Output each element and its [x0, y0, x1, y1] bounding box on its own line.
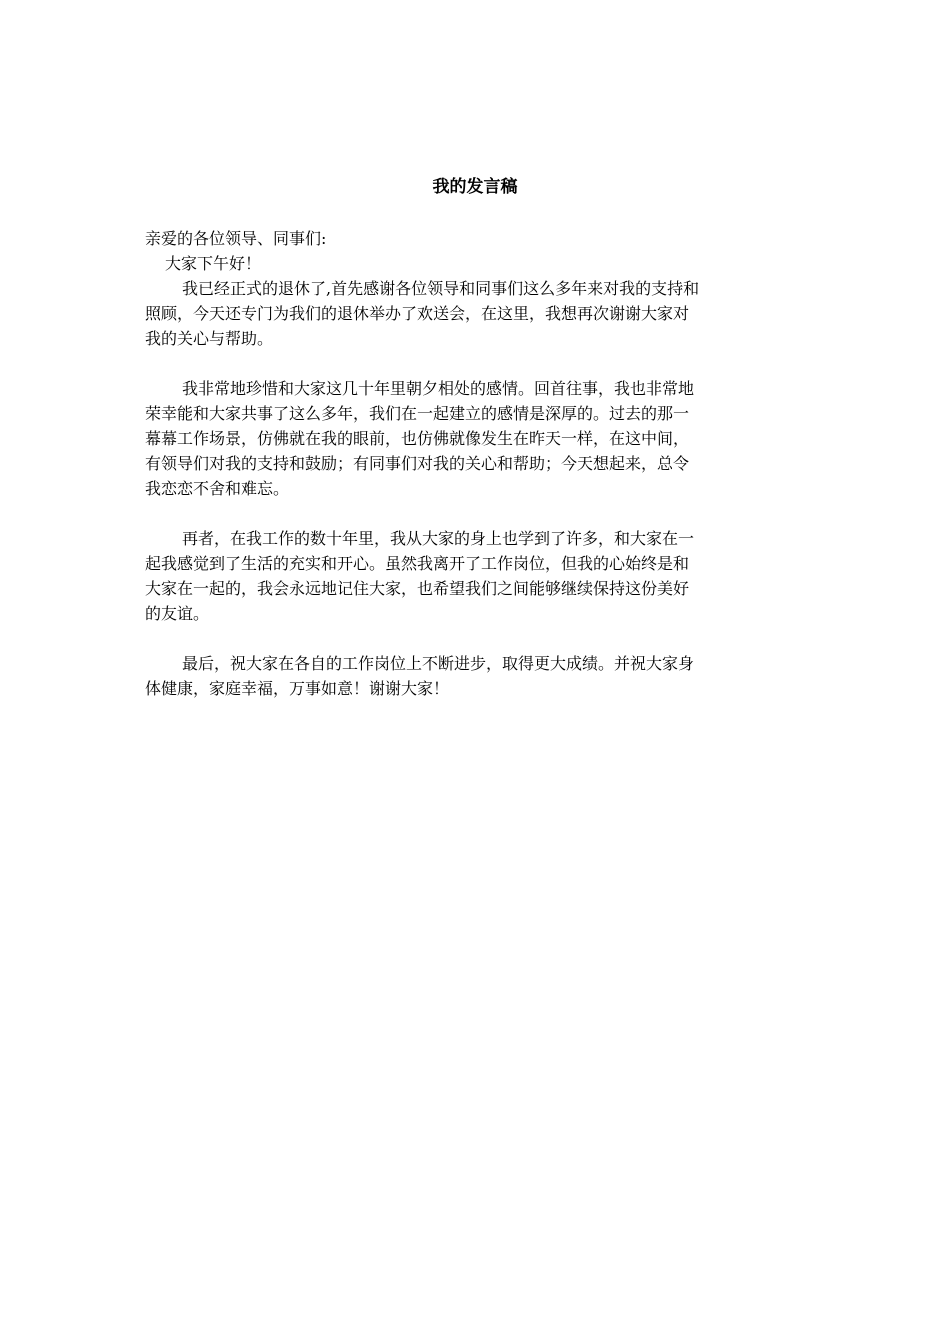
paragraph-line: 大家在一起的，我会永远地记住大家，也希望我们之间能够继续保持这份美好 [145, 579, 690, 598]
paragraph-3 [145, 526, 805, 626]
paragraph-1 [145, 276, 805, 351]
paragraph-spacer [145, 351, 805, 376]
paragraph-line: 我的关心与帮助。 [145, 329, 274, 348]
salutation: 亲爱的各位领导、同事们: [145, 229, 327, 248]
paragraph-line: 的友谊。 [145, 604, 210, 623]
paragraph-line: 再者，在我工作的数十年里，我从大家的身上也学到了许多，和大家在一 [182, 529, 695, 548]
paragraph-line: 照顾，今天还专门为我们的退休举办了欢送会，在这里，我想再次谢谢大家对 [145, 304, 690, 323]
page-title: 我的发言稿 [432, 177, 518, 197]
speech-body [145, 226, 805, 701]
paragraph-4 [145, 651, 805, 701]
paragraph-line: 我恋恋不舍和难忘。 [145, 479, 290, 498]
paragraph-line: 荣幸能和大家共事了这么多年，我们在一起建立的感情是深厚的。过去的那一 [145, 404, 690, 423]
paragraph-line: 我非常地珍惜和大家这几十年里朝夕相处的感情。回首往事，我也非常地 [182, 379, 695, 398]
greeting: 大家下午好！ [165, 254, 262, 273]
paragraph-line: 幕幕工作场景，仿佛就在我的眼前，也仿佛就像发生在昨天一样，在这中间， [145, 429, 690, 448]
paragraph-spacer [145, 501, 805, 526]
paragraph-line: 最后，祝大家在各自的工作岗位上不断进步，取得更大成绩。并祝大家身 [182, 654, 695, 673]
paragraph-line: 起我感觉到了生活的充实和开心。虽然我离开了工作岗位，但我的心始终是和 [145, 554, 690, 573]
paragraph-line: 体健康，家庭幸福，万事如意！谢谢大家！ [145, 679, 450, 698]
paragraph-line: 有领导们对我的支持和鼓励；有同事们对我的关心和帮助；今天想起来，总令 [145, 454, 690, 473]
paragraph-line: 我已经正式的退休了,首先感谢各位领导和同事们这么多年来对我的支持和 [182, 279, 700, 298]
paragraph-spacer [145, 626, 805, 651]
paragraph-2 [145, 376, 805, 501]
